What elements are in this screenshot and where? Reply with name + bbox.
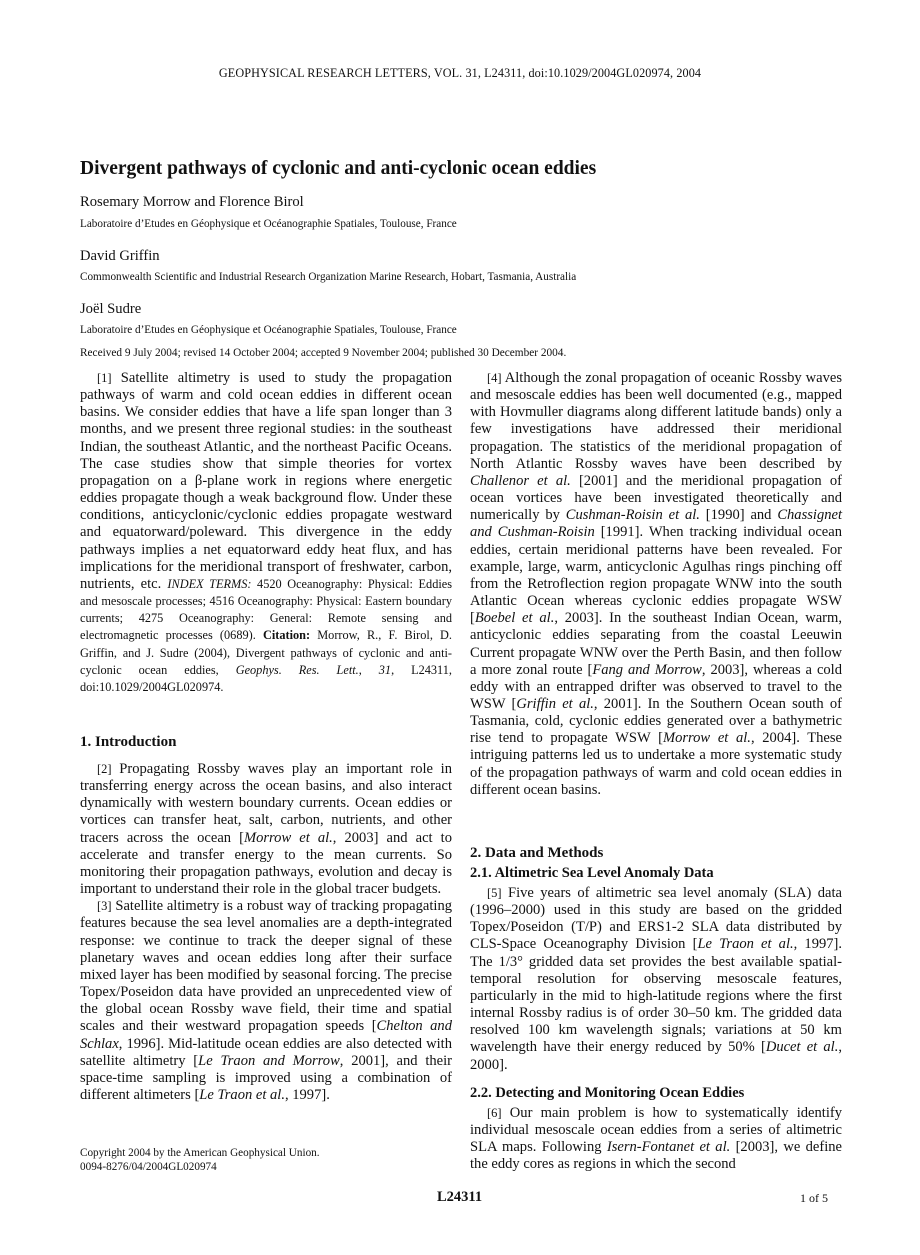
text-segment: Citation: (262, 628, 311, 643)
text-segment: Boebel et al. (474, 610, 555, 627)
copyright-line: Copyright 2004 by the American Geophysical Union. (80, 1147, 320, 1159)
text-segment: Although the zonal propagation of oceanic Rossby waves and mesoscale eddies has been well documented (e.g., mapped with Hovmuller diagrams along different latitude bands) only a few investigations have addressed their meridional propagation. The statistics of the meridional propagation of North Atlantic Rossby waves have been described by (470, 370, 842, 472)
text-segment: Satellite altimetry is a robust way of tracking propagating features because the sea level anomalies are a depth-integrated response: we continue to track the deeper signal of these planetary waves and ocean eddies long after their surface mixed layer has been modified by seasonal forcing. The precise Topex/Poseidon data have provided an unprecedented view of the global ocean Rossby wave field, their time and spatial scales and their westward propagation speeds [ (80, 898, 452, 1035)
text-segment: [2001] and the meridional propagation of ocean vortices have been investigated theoretically and numerically by (470, 472, 842, 524)
paragraph-number: [4] (487, 371, 502, 385)
text-segment: , 2000]. (470, 1039, 842, 1073)
author-names: David Griffin (80, 248, 160, 264)
page-number: 1 of 5 (800, 1191, 828, 1205)
text-segment: Morrow et al. (244, 829, 333, 846)
paragraph-number: [3] (97, 899, 112, 914)
paragraph-4 (470, 370, 842, 799)
text-segment: Ducet et al. (765, 1039, 839, 1056)
subsection-heading-2-1: 2.1. Altimetric Sea Level Anomaly Data (470, 865, 714, 881)
text-segment: Chelton and Schlax (80, 1018, 452, 1052)
text-segment: , 1997]. The 1/3° gridded data set provides the best available spatial-temporal resolution for observing mesoscale features, particularly in the mid to high-latitude regions where the first internal Rossby radius is of order 30–50 km. The gridded data resolved 100 km wavelength signals; variations at 50 km wavelength have their energy reduced by 50% [ (470, 936, 842, 1056)
text-segment: Fang and Morrow (592, 661, 702, 678)
text-segment: Le Traon et al. (199, 1086, 285, 1103)
text-segment: Chassignet and Cushman-Roisin (470, 507, 842, 541)
author-affiliation: Commonwealth Scientific and Industrial Research Organization Marine Research, Hobart, Tasmania, Australia (80, 271, 577, 283)
text-segment: [1990] and (699, 507, 778, 524)
section-heading-introduction: 1. Introduction (80, 734, 177, 750)
text-segment: Morrow et al. (662, 730, 751, 747)
text-segment: Morrow, R., F. Birol, D. Griffin, and J. Sudre (2004), Divergent pathways of cyclonic and anti-cyclonic ocean eddies, (80, 628, 452, 677)
paragraph-2 (80, 761, 452, 1104)
text-segment: Geophys. Res. Lett. (235, 662, 359, 677)
issn-line: 0094-8276/04/2004GL020974 (80, 1161, 217, 1173)
text-segment: Five years of altimetric sea level anomaly (SLA) data (1996–2000) used in this study are based on the gridded Topex/Poseidon (T/P) and ERS1-2 SLA data distributed by CLS-Space Oceanography Division [ (470, 885, 842, 953)
copyright (80, 1146, 320, 1174)
abstract (80, 370, 452, 696)
paragraph-6 (470, 1105, 842, 1174)
text-segment: INDEX TERMS: (167, 576, 252, 591)
text-segment: Our main problem is how to systematically identify individual mesoscale ocean eddies from a series of altimetric SLA maps. Following (470, 1105, 842, 1156)
text-segment: , 2003], whereas a cold eddy with an entrapped drifter was observed to travel to the WSW [ (470, 661, 842, 712)
paragraph-number: [5] (487, 886, 502, 900)
text-segment: , (358, 662, 379, 677)
text-segment: , 2003]. In the southeast Indian Ocean, warm, anticyclonic eddies separating from the coastal Leeuwin Current propagate WNW over the Perth Basin, and then follow a more zonal route [ (470, 610, 842, 678)
paper-title: Divergent pathways of cyclonic and anti-cyclonic ocean eddies (80, 158, 597, 179)
text-segment: 4520 Oceanography: Physical: Eddies and mesoscale processes; 4516 Oceanography: Physical: Eastern boundary currents; 4275 Oceanography: General: Remote sensing and electromagnetic processes (0689). (80, 576, 452, 643)
author-affiliation: Laboratoire d’Etudes en Géophysique et Océanographie Spatiales, Toulouse, France (80, 324, 457, 336)
paragraph-number: [2] (97, 762, 112, 776)
text-segment: Griffin et al. (516, 695, 594, 712)
text-segment: [1991]. When tracking individual ocean eddies, certain meridional patterns have been revealed. For example, large, warm, anticyclonic Agulhas rings pinching off from the Retroflection region propagate WNW into the south Atlantic Ocean whereas cyclonic eddies propagate WSW [ (470, 524, 842, 627)
text-segment: Propagating Rossby waves play an important role in transferring energy across the ocean basins, and also interact dynamically with western boundary currents. Ocean eddies or vortices can transfer heat, salt, carbon, nutrients, and other tracers across the ocean [ (80, 761, 452, 846)
text-segment: 31 (378, 662, 392, 677)
received-dates: Received 9 July 2004; revised 14 October 2004; accepted 9 November 2004; published 30 December 2004. (80, 347, 567, 359)
text-segment: Isern-Fontanet et al. (606, 1139, 731, 1156)
text-segment: Cushman-Roisin et al. (565, 507, 700, 524)
paragraph-number: [6] (487, 1106, 502, 1120)
text-segment: [2003], we define the eddy cores as regions in which the second (470, 1139, 842, 1173)
text-segment: , 2003] and act to accelerate and transfer energy to the mean currents. So monitoring their propagation pathways, evolution and decay is important to understand their role in the global tracer budgets. (80, 829, 452, 898)
author-names: Rosemary Morrow and Florence Birol (80, 194, 304, 210)
text-segment: , 2001], and their space-time sampling is improved using a combination of different altimeters [ (80, 1052, 452, 1103)
author-names: Joël Sudre (80, 301, 142, 317)
text-segment: , 1997]. (284, 1086, 330, 1103)
text-segment: , 2001]. In the Southern Ocean south of Tasmania, cold, cyclonic eddies generated over a bathymetric rise tend to propagate WSW [ (470, 695, 842, 747)
text-segment: , 1996]. Mid-latitude ocean eddies are also detected with satellite altimetry [ (80, 1035, 452, 1069)
text-segment: , 2004]. These intriguing patterns led us to undertake a more systematic study of the propagation pathways of warm and cold ocean eddies in different ocean basins. (470, 730, 842, 798)
text-segment: , L24311, doi:10.1029/2004GL020974. (80, 662, 452, 694)
text-segment: Satellite altimetry is used to study the propagation pathways of warm and cold ocean eddies in different ocean basins. We consider eddies that have a life span longer than 3 months, and we present three regional studies: in the southeast Indian, the southeast Atlantic, and the northeast Pacific Oceans. The case studies show that simple theories for vortex propagation on a β-plane work in regions where energetic eddies propagate though a weak background flow. Under these conditions, anticyclonic/cyclonic eddies propagate westward and equatorward/poleward. This divergence in the eddy pathways implies a net equatorward eddy heat flux, and has implications for the meridional transport of freshwater, carbon, nutrients, etc. (80, 370, 452, 592)
paragraph-number: [1] (97, 371, 112, 385)
running-header: GEOPHYSICAL RESEARCH LETTERS, VOL. 31, L24311, doi:10.1029/2004GL020974, 2004 (218, 66, 702, 80)
text-segment: Challenor et al. (470, 472, 571, 489)
article-id: L24311 (437, 1189, 483, 1205)
text-segment: Le Traon et al. (697, 936, 794, 953)
subsection-heading-2-2: 2.2. Detecting and Monitoring Ocean Eddies (470, 1085, 745, 1101)
section-heading-data-methods: 2. Data and Methods (470, 845, 604, 861)
paragraph-5 (470, 885, 842, 1074)
text-segment: Le Traon and Morrow (198, 1052, 340, 1069)
author-affiliation: Laboratoire d’Etudes en Géophysique et Océanographie Spatiales, Toulouse, France (80, 218, 457, 230)
